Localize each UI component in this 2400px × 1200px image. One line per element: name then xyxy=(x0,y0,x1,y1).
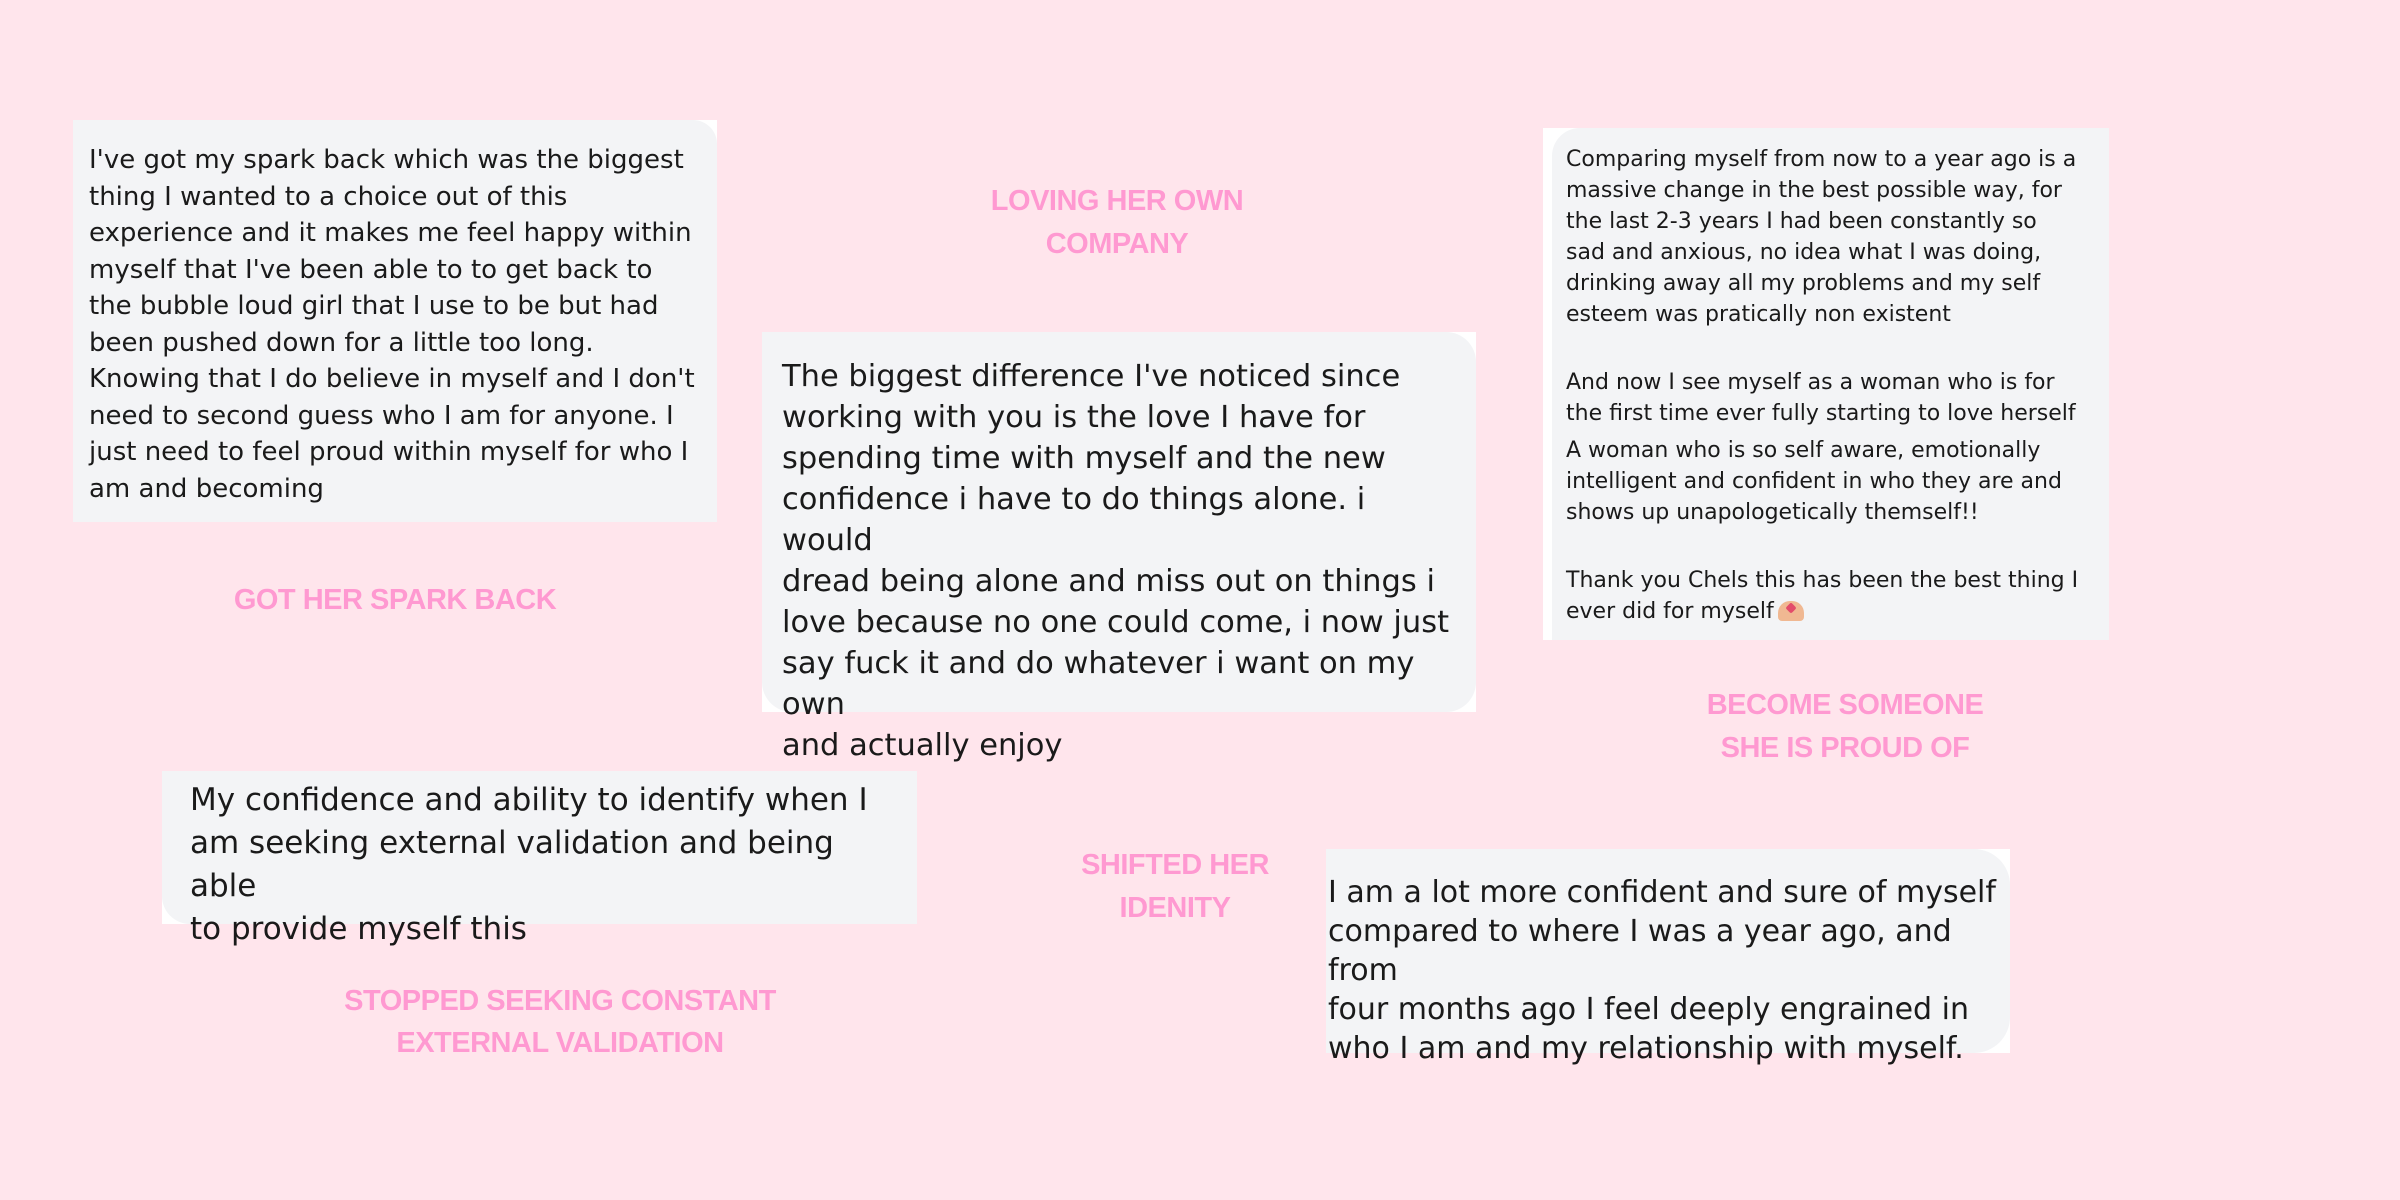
testimonial-card-identity xyxy=(1326,849,2010,1066)
message-paragraph: Thank you Chels this has been the best thing I ever did for myself xyxy=(1566,568,2079,624)
headline-become-someone-she-is-proud-of: BECOME SOMEONE SHE IS PROUD OF xyxy=(1706,689,1984,764)
message-bubble: The biggest difference I've noticed since working with you is the love I have for spending time with myself and the new confidence i have to do things alone. i would dread being alone and miss out on things i love because no one could come, i now just say fuck it and do whatever i want on my own and actually enjoy xyxy=(762,332,1476,712)
message-bubble: I've got my spark back which was the biggest thing I wanted to a choice out of this experience and it makes me feel happy within myself that I've been able to to get back to the bubble loud girl that I use to be but had been pushed down for a little too long. Knowing that I do believe in myself and I don't need to second guess who I am for anyone. I just need to feel proud within myself for who I am and becoming xyxy=(73,120,717,522)
heart-hands-icon xyxy=(1778,601,1804,621)
message-paragraph: And now I see myself as a woman who is for the first time ever fully starting to love herself xyxy=(1566,370,2076,426)
headline-loving-her-own-company: LOVING HER OWN COMPANY xyxy=(990,185,1244,260)
message-paragraph: A woman who is so self aware, emotionally intelligent and confident in who they are and shows up unapologetically themself!! xyxy=(1566,438,2062,525)
headline-shifted-her-identity: SHIFTED HER IDENITY xyxy=(1081,849,1269,924)
testimonial-card-loving xyxy=(762,332,1476,763)
message-bubble: I am a lot more confident and sure of myself compared to where I was a year ago, and from four months ago I feel deeply engrained in who I am and my relationship with myself. xyxy=(1326,849,2010,1053)
testimonial-card-validation xyxy=(162,771,917,947)
testimonial-card-spark xyxy=(73,120,717,522)
message-paragraph: Comparing myself from now to a year ago is a massive change in the best possible way, for the last 2-3 years I had been constantly so sad and anxious, no idea what I was doing, drinking away all my problems and my self esteem was pratically non existent xyxy=(1566,147,2077,327)
headline-stopped-seeking-validation: STOPPED SEEKING CONSTANT EXTERNAL VALIDATION xyxy=(344,985,776,1059)
headline-got-her-spark-back: GOT HER SPARK BACK xyxy=(233,584,557,616)
message-bubble xyxy=(1552,128,2109,640)
testimonial-card-proud xyxy=(1543,128,2109,640)
message-bubble: My confidence and ability to identify when I am seeking external validation and being able to provide myself this xyxy=(162,771,917,924)
